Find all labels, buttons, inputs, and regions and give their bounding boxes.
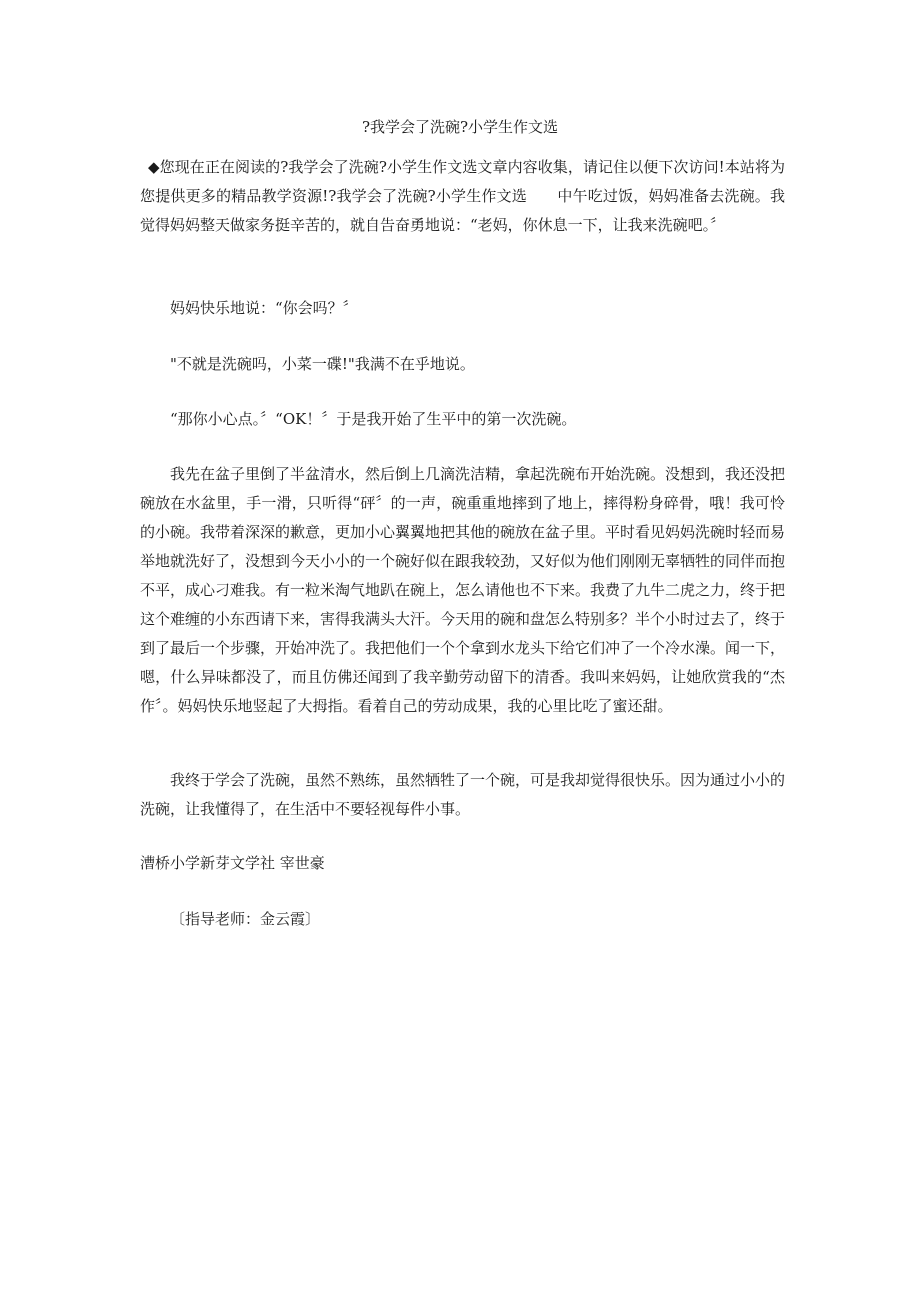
author-signature: 漕桥小学新芽文学社 宰世豪 — [140, 854, 325, 872]
paragraph-5: 我终于学会了洗碗，虽然不熟练，虽然牺牲了一个碗，可是我却觉得很快乐。因为通过小小的洗碗，让我懂得了，在生活中不要轻视每件小事。 — [140, 771, 786, 818]
paragraph-4: 我先在盆子里倒了半盆清水，然后倒上几滴洗洁精，拿起洗碗布开始洗碗。没想到，我还没把碗放在水盆里，手一滑，只听得“砰〞的一声，碗重重地摔到了地上，摔得粉身碎骨，哦！我可怜的小碗。我带着深深的歉意，更加小心翼翼地把其他的碗放在盆子里。平时看见妈妈洗碗时轻而易举地就洗好了，没想到今天小小的一个碗好似在跟我较劲，又好似为他们刚刚无辜牺牲的同伴而抱不平，成心刁难我。有一粒米淘气地趴在碗上，怎么请他也不下来。我费了九牛二虎之力，终于把这个难缠的小东西请下来，害得我满头大汗。今天用的碗和盘怎么特别多？半个小时过去了，终于到了最后一个步骤，开始冲洗了。我把他们一个个拿到水龙头下给它们冲了一个冷水澡。闻一下，嗯，什么异味都没了，而且仿佛还闻到了我辛勤劳动留下的清香。我叫来妈妈，让她欣赏我的“杰作〞。妈妈快乐地竖起了大拇指。看着自己的劳动成果，我的心里比吃了蜜还甜。 — [140, 465, 786, 715]
teacher-credit: 〔指导老师：金云霞〕 — [170, 910, 321, 928]
paragraph-3: “那你小心点。〞“OK！〞于是我开始了生平中的第一次洗碗。 — [170, 410, 577, 428]
paragraph-1: 妈妈快乐地说：“你会吗？〞 — [170, 299, 358, 317]
intro-paragraph: ◆您现在正在阅读的?我学会了洗碗?小学生作文选文章内容收集，请记住以便下次访问!本站将为您提供更多的精品教学资源!?我学会了洗碗?小学生作文选 中午吃过饭，妈妈准备去洗碗。我觉得妈妈整天做家务挺辛苦的，就自告奋勇地说：“老妈，你休息一下，让我来洗碗吧。〞 — [140, 158, 785, 234]
paragraph-2: "不就是洗碗吗，小菜一碟!"我满不在乎地说。 — [170, 355, 475, 373]
page-title: ?我学会了洗碗?小学生作文选 — [361, 118, 559, 136]
